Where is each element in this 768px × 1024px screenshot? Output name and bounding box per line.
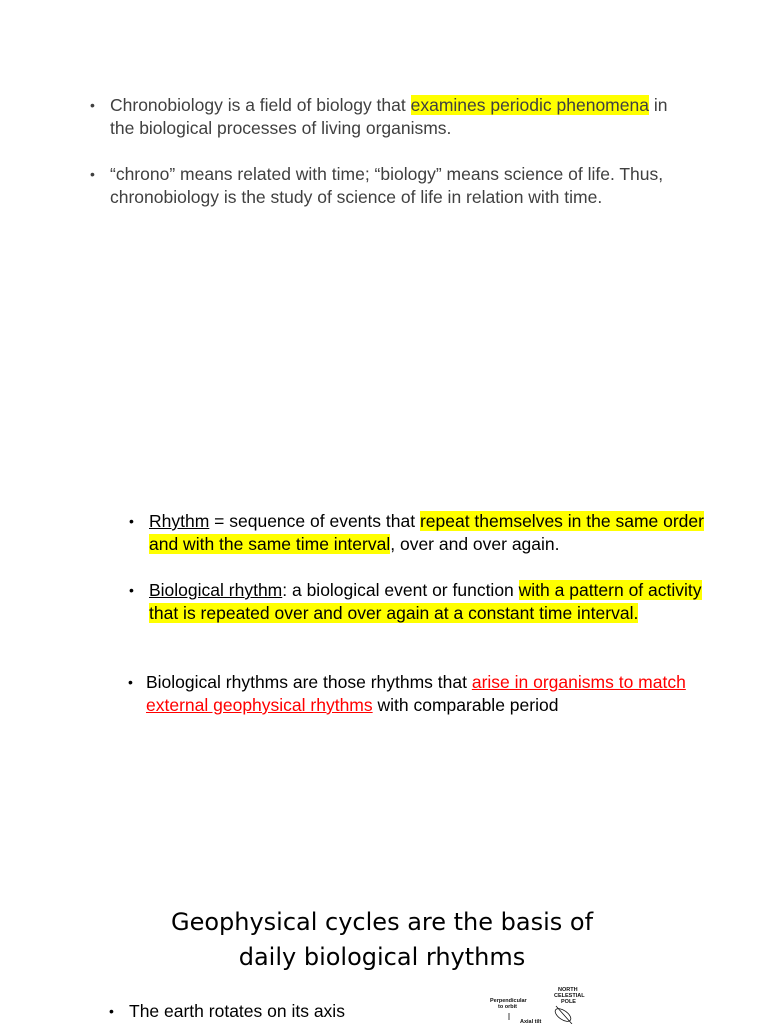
intro-bullet-text-pre: Chronobiology is a field of biology that <box>110 95 411 115</box>
bullet-dot-icon: • <box>129 513 134 529</box>
label-pole-line2: CELESTIAL <box>554 993 585 999</box>
biological-rhythm-term: Biological rhythm <box>149 580 283 600</box>
rhythm-definition <box>129 510 719 556</box>
label-pole-line1: NORTH <box>558 987 578 993</box>
bullet-dot-icon: • <box>128 674 133 690</box>
geo-link-bullet-list <box>128 671 706 717</box>
label-pole-line3: POLE <box>561 999 576 1005</box>
geo-link-red-text: arise in organisms to match external geophysical rhythms <box>146 672 686 715</box>
label-perpendicular-line2: to orbit <box>498 1004 517 1010</box>
rhythm-highlight: repeat themselves in the same order and with the same time interval <box>149 511 704 554</box>
earth-rotation-bullet <box>109 1000 449 1023</box>
earth-axis-diagram <box>486 984 606 1024</box>
bullet-dot-icon: • <box>129 582 134 598</box>
geophysical-bullet-list <box>109 1000 449 1023</box>
definitions-bullet-list <box>129 510 719 648</box>
label-axial-tilt: Axial tilt <box>520 1019 542 1024</box>
biological-rhythm-definition <box>129 579 719 625</box>
intro-highlight: examines periodic phenomena <box>410 95 649 115</box>
rhythm-term: Rhythm <box>149 511 210 531</box>
rhythm-text-pre: = sequence of events that <box>209 511 420 531</box>
bullet-dot-icon: • <box>90 166 95 182</box>
bullet-dot-icon: • <box>90 97 95 113</box>
rhythm-text-post: , over and over again. <box>390 534 560 554</box>
intro-bullet-text-post: in the biological processes of living organisms. <box>110 95 668 138</box>
label-perpendicular-line1: Perpendicular <box>490 998 527 1004</box>
earth-rotation-text: The earth rotates on its axis <box>129 1001 345 1021</box>
biological-rhythm-highlight: with a pattern of activity that is repeated over and over again at a constant time interval. <box>149 580 702 623</box>
bullet-dot-icon: • <box>109 1003 114 1019</box>
geo-link-bullet <box>128 671 706 717</box>
intro-bullet-etymology <box>90 163 690 209</box>
intro-bullet-definition <box>90 94 690 140</box>
geophysical-title: Geophysical cycles are the basis of daily biological rhythms <box>170 908 594 971</box>
biological-rhythm-text-pre: : a biological event or function <box>282 580 519 600</box>
intro-bullet-list <box>90 94 690 232</box>
geo-link-text-pre: Biological rhythms are those rhythms that <box>146 672 472 692</box>
geo-link-text-post: with comparable period <box>372 695 559 715</box>
intro-etymology-text: “chrono” means related with time; “biology” means science of life. Thus, chronobiology is the study of science of life in relation with time. <box>110 164 664 207</box>
